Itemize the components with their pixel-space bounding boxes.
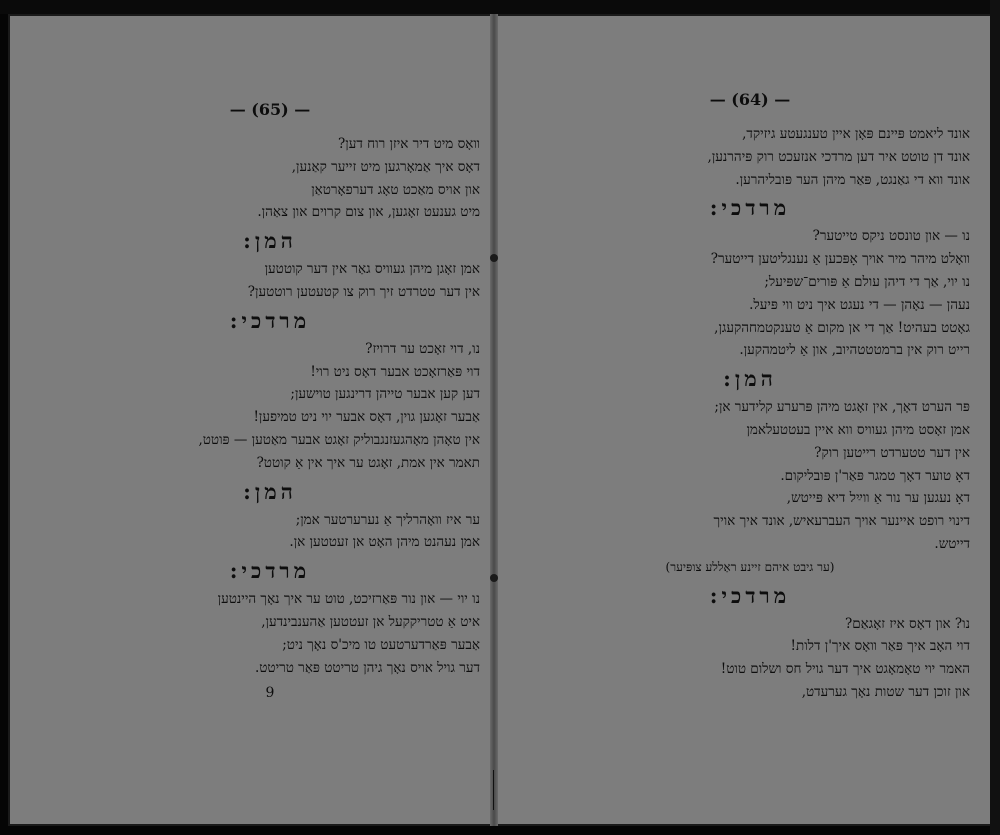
verse-line: מיט גענעט זאָגען, און צום קרוים און צאַהן.	[257, 204, 480, 221]
verse-line: אמן זאָגן מיהן געוויס גאַר אין דער קוטטען	[264, 261, 480, 278]
right-page	[530, 90, 970, 704]
verse-line: דינוי רופט איינער אויך העברעאיש, אונד איך אויך	[713, 513, 970, 530]
left-page-body	[60, 133, 480, 679]
verse-line: דייטש.	[934, 535, 970, 552]
verse-line: נעהן — נאָהן — די נעגט איך ניט ווי פּיעל.	[749, 296, 970, 313]
speaker-heading: מרדכי:	[229, 558, 311, 584]
verse-line: נו יוי — און נור פּאַרזיכט, טוט ער איך נאָך היינטען	[217, 591, 480, 608]
verse-line: אַבער זאָגען גוין, דאָס אבער יוי ניט טמיפען!	[253, 409, 480, 426]
verse-line: דער גויל אויס נאָך גיהן טריטט פּאַר טריטט.	[254, 659, 480, 676]
speaker-heading: המן:	[243, 228, 297, 254]
speaker-heading: מרדכי:	[229, 307, 311, 333]
verse-line: און זוכן דער שטות נאָך גערעדט,	[801, 683, 970, 700]
page-number: — (65) —	[229, 100, 311, 119]
verse-line: װאָס מיט דיר איזן רוח דען?	[338, 136, 480, 152]
verse-line: דאָס איך אַמאָרגען מיט זייער קאַנען,	[291, 158, 480, 175]
speaker-heading: מרדכי:	[709, 195, 791, 221]
verse-line: נו יוי, אַך די דיהן עולם אַ פּורים־שפּיעל;	[764, 273, 970, 290]
binding-mark-bottom	[490, 574, 498, 582]
verse-line: אונד דן טוטט איר דען מרדכי אנזעכט רוק פּיהרנען,	[707, 148, 970, 165]
verse-line: גאָטט בעהיט! אַך די אן מקום אַ טענקטמחהקעגן,	[714, 319, 970, 336]
verse-line: אונד ווא די גאַנגט, פּאַר מיהן הער פּובליהרען.	[735, 171, 970, 188]
binding-tick	[493, 770, 494, 810]
verse-line: איט אַ טטריקקעל אן זעטטען אַהענבינדען,	[261, 613, 480, 630]
verse-line: װאָלט מיהר מיר אויך אָפּכען אַ נענגליטען דייטער?	[710, 251, 970, 268]
speaker-heading: המן:	[723, 366, 777, 392]
verse-line: האמר יוי טאָמאָגט איך דער גויל חס ושלום טוט!	[720, 661, 970, 678]
binding-mark-top	[490, 254, 498, 262]
speaker-heading: מרדכי:	[709, 582, 791, 608]
verse-line: דוי האָב איך פּאַר װאָס איך'ן דלות!	[790, 638, 970, 655]
verse-line: אמן זאָסט מיהן געוויס ווא איין בעטטעלאמן	[746, 421, 970, 438]
verse-line: אין דער טטערדט רייטען רוק?	[814, 444, 970, 461]
left-page	[60, 100, 480, 701]
stage-direction: (ער גיבט איהם זיינע ראַללע צופּיער)	[665, 559, 835, 574]
verse-line: פּר הערט דאָך, אין זאָגט מיהן פּרערע קלידער אן;	[714, 399, 970, 416]
verse-line: דאָ נעגען ער נור אַ װײַל דיא פּייטש,	[786, 490, 970, 507]
page-number: — (64) —	[709, 90, 791, 109]
verse-line: אמן נעהנט מיהן האָט אן זעטטען אן.	[289, 534, 480, 551]
verse-line: אַבער פּאַרדערטעט טו מיכ'ס נאָך ניט;	[282, 636, 480, 653]
right-page-body	[530, 123, 970, 704]
scan-top-edge	[0, 0, 1000, 14]
book-gutter	[490, 14, 498, 826]
verse-line: אין טאָהן מאָהגעזנגבוליק זאָגט אבער מאַטען — פּוטט,	[198, 431, 480, 448]
verse-line: דאָ טוער דאָך טמגר פּאַר'ן פּובליקום.	[780, 467, 970, 484]
verse-line: ער איז װאָהרליך אַ נערערטער אמן;	[295, 511, 480, 528]
verse-line: נו, דוי זאָכט ער דרויז?	[365, 340, 480, 357]
verse-line: נו? און דאָס איז זאָגאַם?	[844, 615, 970, 632]
speaker-heading: המן:	[243, 478, 297, 504]
verse-line: דוי פּאַרזאָכט אבער דאָס ניט רוי!	[310, 363, 480, 380]
verse-line: דען קען אבער טייהן דרינגען טוישען;	[290, 386, 480, 403]
verse-line: אין דער טטרדט זיך רוק צו קטעטען רוטטען?	[247, 283, 480, 300]
signature-mark: 9	[265, 685, 275, 702]
scan-right-edge	[990, 0, 1000, 835]
verse-line: אונד ליאמט פּיינם פּאָן איין טענגעטע גיזיקד,	[742, 126, 970, 142]
verse-line: און אויס מאַכט טאָג דערפאָרטאַן	[311, 181, 480, 198]
verse-line: רייט רוק אין ברמטטטהיוב, און אַ ליטמהקען.	[739, 342, 970, 359]
verse-line: תאמר אין אמת, זאָגט ער איך אין אַ קוטט?	[256, 454, 480, 471]
verse-line: נו — און טונסט ניקס טייטער?	[812, 228, 970, 245]
